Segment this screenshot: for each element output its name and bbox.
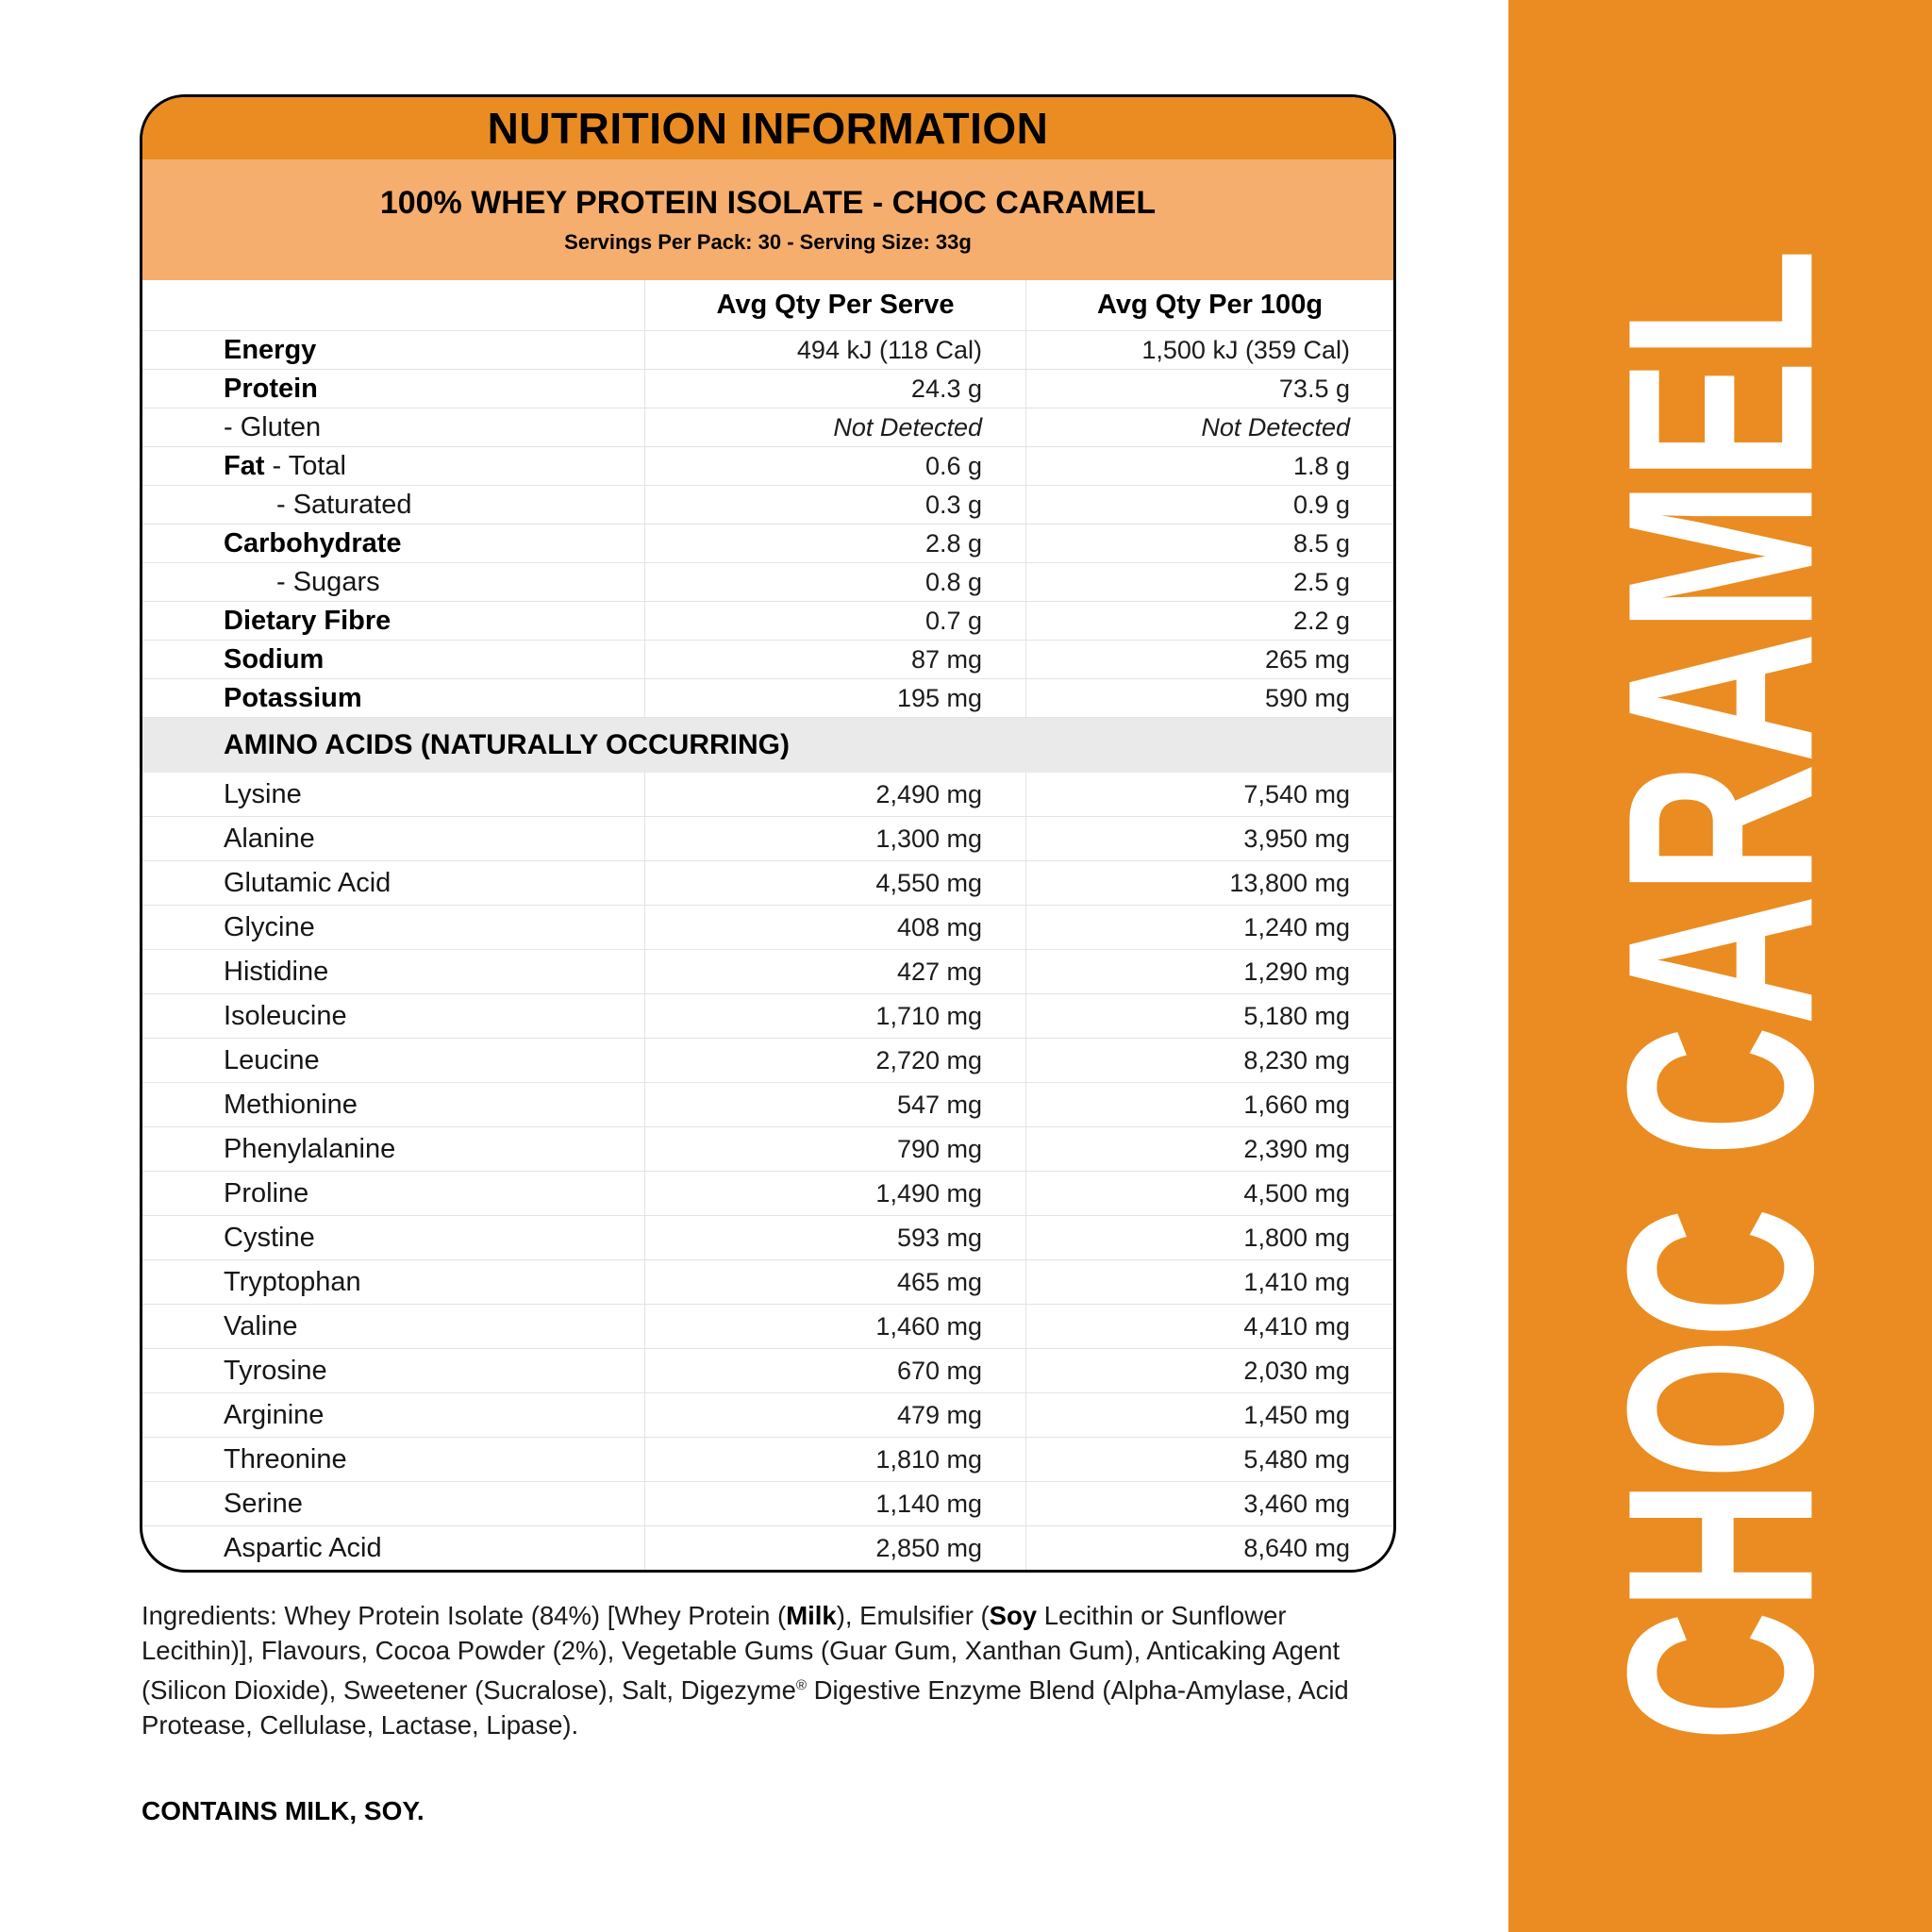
amino-rows [142,773,1393,1571]
amino-acid-row [142,1083,1393,1127]
per-100g-value: 8,640 mg [1025,1526,1393,1571]
nutrient-label: - Saturated [276,489,412,520]
per-serve-value: 0.8 g [644,563,1025,601]
per-100g-value: 4,410 mg [1025,1305,1393,1348]
amino-acid-row [142,1393,1393,1438]
per-serve-value: Not Detected [644,408,1025,446]
nutrient-row [142,408,1393,447]
amino-acid-label: Lysine [224,778,302,809]
per-serve-value: 0.7 g [644,602,1025,640]
nutrient-rows [142,331,1393,718]
serving-info: Servings Per Pack: 30 - Serving Size: 33g [564,230,972,254]
nutrient-row [142,447,1393,486]
amino-acid-row [142,1526,1393,1571]
contains-statement: CONTAINS MILK, SOY. [142,1796,425,1825]
per-serve-value: 479 mg [644,1393,1025,1437]
nutrition-panel-title: NUTRITION INFORMATION [487,104,1049,153]
amino-acid-label: Glutamic Acid [224,867,391,898]
amino-acid-label: Methionine [224,1089,358,1120]
per-100g-value: 8,230 mg [1025,1039,1393,1082]
amino-acid-row [142,1482,1393,1526]
amino-acid-label: Cystine [224,1222,315,1253]
amino-acids-section-header: AMINO ACIDS (NATURALLY OCCURRING) [142,718,1393,773]
amino-acid-row [142,1438,1393,1482]
ingredients-paragraph: Ingredients: Whey Protein Isolate (84%) [Whey Protein (Milk), Emulsifier (Soy Lecithin or Sunflower Lecithin)], Flavours, Cocoa Powder (2%), Vegetable Gums (Guar Gum, Xanthan Gum), Anticaking Agent (Silicon Dioxide), Sweetener (Sucralose), Salt, Digezyme® Digestive Enzyme Blend (Alpha-Amylase, Acid Protease, Cellulase, Lactase, Lipase). [142,1601,1349,1740]
amino-acid-label: Threonine [224,1443,347,1474]
nutrient-label: - Gluten [224,411,322,442]
per-100g-value: 1,660 mg [1025,1083,1393,1126]
per-serve-value: 24.3 g [644,370,1025,408]
amino-acid-label: Valine [224,1310,298,1341]
per-serve-value: 1,810 mg [644,1438,1025,1481]
table-header-row [142,280,1393,331]
nutrient-label: Dietary Fibre [224,605,391,636]
amino-acid-row [142,906,1393,950]
product-title: 100% WHEY PROTEIN ISOLATE - CHOC CARAMEL [379,185,1157,221]
amino-acid-label: Alanine [224,823,315,854]
per-100g-value: 1,500 kJ (359 Cal) [1025,331,1393,369]
per-100g-value: 2.2 g [1025,602,1393,640]
amino-acid-row [142,817,1393,861]
amino-acid-label: Histidine [224,956,329,987]
nutrient-label: - Sugars [276,566,380,597]
amino-acid-label: Isoleucine [224,1000,347,1031]
nutrient-row [142,602,1393,641]
per-serve-value: 1,300 mg [644,817,1025,860]
per-serve-value: 790 mg [644,1127,1025,1171]
nutrient-label: Fat - Total [224,450,347,481]
per-100g-value: 2.5 g [1025,563,1393,601]
amino-acid-label: Proline [224,1177,309,1208]
amino-acid-row [142,1349,1393,1393]
amino-acid-row [142,773,1393,817]
amino-acid-row [142,1127,1393,1172]
amino-acid-row [142,994,1393,1039]
nutrition-panel [140,94,1396,1573]
nutrient-row [142,331,1393,370]
nutrient-row [142,525,1393,563]
flavor-band [1508,0,1932,1932]
per-serve-value: 2,490 mg [644,773,1025,816]
column-header-per-100g: Avg Qty Per 100g [1025,280,1393,330]
per-100g-value: 8.5 g [1025,525,1393,562]
nutrient-row [142,679,1393,718]
per-100g-value: 1,240 mg [1025,906,1393,949]
amino-acid-label: Tyrosine [224,1355,327,1386]
per-100g-value: 265 mg [1025,641,1393,678]
per-serve-value: 593 mg [644,1216,1025,1259]
amino-acid-row [142,1039,1393,1083]
amino-acid-label: Arginine [224,1399,325,1430]
per-serve-value: 4,550 mg [644,861,1025,905]
per-100g-value: 7,540 mg [1025,773,1393,816]
per-serve-value: 2,720 mg [644,1039,1025,1082]
per-serve-value: 87 mg [644,641,1025,678]
per-100g-value: 3,950 mg [1025,817,1393,860]
nutrient-label: Energy [224,334,317,365]
per-serve-value: 1,490 mg [644,1172,1025,1215]
per-serve-value: 0.3 g [644,486,1025,524]
per-100g-value: 5,480 mg [1025,1438,1393,1481]
per-serve-value: 1,710 mg [644,994,1025,1038]
per-100g-value: 1,290 mg [1025,950,1393,993]
amino-acid-label: Phenylalanine [224,1133,396,1164]
amino-acid-row [142,1172,1393,1216]
amino-acid-row [142,950,1393,994]
per-serve-value: 465 mg [644,1260,1025,1304]
column-header-empty [142,280,644,330]
per-serve-value: 670 mg [644,1349,1025,1392]
column-header-per-serve: Avg Qty Per Serve [644,280,1025,330]
per-100g-value: 2,030 mg [1025,1349,1393,1392]
amino-acid-row [142,861,1393,906]
per-100g-value: 4,500 mg [1025,1172,1393,1215]
nutrient-row [142,370,1393,408]
amino-acid-row [142,1260,1393,1305]
per-100g-value: 13,800 mg [1025,861,1393,905]
per-serve-value: 547 mg [644,1083,1025,1126]
nutrient-label: Protein [224,373,318,404]
nutrient-label: Potassium [224,682,362,713]
amino-acid-label: Leucine [224,1044,320,1075]
per-100g-value: Not Detected [1025,408,1393,446]
per-100g-value: 5,180 mg [1025,994,1393,1038]
nutrition-table [142,280,1393,1571]
per-100g-value: 1,450 mg [1025,1393,1393,1437]
per-serve-value: 2,850 mg [644,1526,1025,1571]
amino-acid-label: Tryptophan [224,1266,361,1297]
per-100g-value: 73.5 g [1025,370,1393,408]
product-info-band [142,159,1393,280]
nutrient-row [142,641,1393,679]
per-100g-value: 1,800 mg [1025,1216,1393,1259]
amino-acid-label: Aspartic Acid [224,1533,382,1563]
nutrient-row [142,486,1393,525]
amino-acid-label: Serine [224,1488,303,1519]
nutrient-label: Sodium [224,643,325,675]
per-serve-value: 408 mg [644,906,1025,949]
amino-acid-row [142,1305,1393,1349]
per-100g-value: 1,410 mg [1025,1260,1393,1304]
per-serve-value: 494 kJ (118 Cal) [644,331,1025,369]
per-100g-value: 3,460 mg [1025,1482,1393,1525]
per-serve-value: 2.8 g [644,525,1025,562]
per-serve-value: 195 mg [644,679,1025,717]
per-100g-value: 1.8 g [1025,447,1393,485]
per-serve-value: 427 mg [644,950,1025,993]
nutrient-row [142,563,1393,602]
per-serve-value: 1,460 mg [644,1305,1025,1348]
nutrition-panel-header [142,97,1393,159]
nutrient-label: Carbohydrate [224,527,402,558]
per-serve-value: 1,140 mg [644,1482,1025,1525]
per-100g-value: 590 mg [1025,679,1393,717]
per-100g-value: 0.9 g [1025,486,1393,524]
per-100g-value: 2,390 mg [1025,1127,1393,1171]
amino-acid-row [142,1216,1393,1260]
per-serve-value: 0.6 g [644,447,1025,485]
flavor-vertical-label: CHOC CARAMEL [1572,248,1869,1742]
amino-acid-label: Glycine [224,911,315,942]
